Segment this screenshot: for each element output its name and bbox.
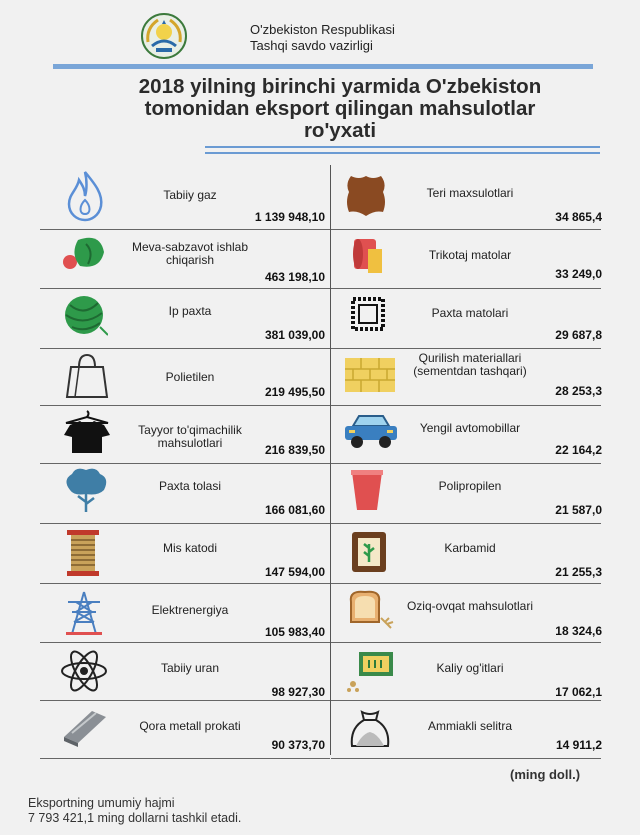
left-row-separator (40, 642, 330, 643)
item-label: Qurilish materiallari (sementdan tashqari) (413, 351, 527, 378)
item-label: Paxta tolasi (158, 479, 222, 493)
item-value: 219 495,50 (264, 385, 325, 399)
ministry-name (250, 22, 510, 54)
item-label: Polietilen (165, 370, 215, 384)
item-label: Ip paxta (168, 304, 212, 318)
item-value: 90 373,70 (271, 738, 325, 752)
gas-flame-icon (65, 170, 105, 222)
left-row-separator (40, 523, 330, 524)
item-label: Teri maxsulotlari (426, 186, 514, 200)
leather-hide-icon (343, 172, 389, 220)
left-row-separator (40, 348, 330, 349)
title-underline-2 (205, 152, 600, 154)
item-value: 166 081,60 (264, 503, 325, 517)
fertilizer-box-icon (350, 530, 388, 574)
power-tower-icon (64, 590, 104, 636)
title-line-3: ro'yxati (303, 119, 377, 142)
item-value: 105 983,40 (264, 625, 325, 639)
car-icon (343, 412, 399, 450)
right-row-separator (331, 229, 601, 230)
brick-wall-icon (345, 358, 395, 392)
item-value: 18 324,6 (555, 624, 602, 638)
title-line-2: tomonidan eksport qilingan mahsulotlar (144, 97, 536, 120)
item-value: 21 255,3 (555, 565, 602, 579)
item-label: Tabiiy gaz (163, 188, 217, 202)
unit-note: (ming doll.) (510, 767, 581, 782)
shirt-on-hanger-icon (62, 409, 112, 455)
ministry-line-1: O'zbekiston Respublikasi (250, 22, 395, 37)
state-emblem-icon (140, 12, 188, 60)
left-row-separator (40, 758, 330, 759)
total-line-1: Eksportning umumiy hajmi (28, 796, 175, 810)
item-label: Trikotaj matolar (428, 248, 512, 262)
item-value: 463 198,10 (264, 270, 325, 284)
item-value: 216 839,50 (264, 443, 325, 457)
item-value: 34 865,4 (555, 210, 602, 224)
right-row-separator (331, 405, 601, 406)
right-row-separator (331, 463, 601, 464)
header-divider (53, 64, 593, 69)
total-line-2: 7 793 421,1 ming dollarni tashkil etadi. (28, 811, 242, 825)
item-value: 22 164,2 (555, 443, 602, 457)
left-row-separator (40, 288, 330, 289)
item-value: 28 253,3 (555, 384, 602, 398)
item-label: Tayyor to'qimachilik mahsulotlari (138, 423, 242, 450)
item-label: Oziq-ovqat mahsulotlari (406, 599, 534, 613)
fabric-roll-icon (348, 235, 384, 275)
item-label: Ammiakli selitra (427, 719, 512, 733)
potash-sign-icon (345, 650, 395, 694)
item-label: Tabiiy uran (160, 661, 220, 675)
title-underline-1 (205, 146, 600, 148)
item-label: Elektrenergiya (151, 603, 229, 617)
item-value: 147 594,00 (264, 565, 325, 579)
fabric-square-icon (349, 295, 387, 333)
plastic-cup-icon (350, 468, 384, 512)
item-label: Paxta matolari (431, 306, 509, 320)
left-row-separator (40, 229, 330, 230)
item-value: 17 062,1 (555, 685, 602, 699)
bread-icon (345, 588, 395, 632)
atom-icon (60, 648, 108, 694)
left-row-separator (40, 583, 330, 584)
item-label: Kaliy og'itlari (436, 661, 504, 675)
plastic-bag-icon (65, 353, 109, 399)
title-line-1: 2018 yilning birinchi yarmida O'zbekiston (138, 75, 542, 98)
sack-icon (348, 706, 392, 750)
left-row-separator (40, 463, 330, 464)
ministry-line-2: Tashqi savdo vazirligi (250, 38, 373, 53)
item-value: 29 687,8 (555, 328, 602, 342)
left-row-separator (40, 405, 330, 406)
total-export-note (28, 796, 241, 826)
item-value: 14 911,2 (555, 738, 602, 752)
item-value: 21 587,0 (555, 503, 602, 517)
right-row-separator (331, 642, 601, 643)
column-divider (330, 165, 331, 755)
item-value: 1 139 948,10 (254, 210, 325, 224)
right-row-separator (331, 523, 601, 524)
right-row-separator (331, 348, 601, 349)
item-label: Polipropilen (438, 479, 502, 493)
left-row-separator (40, 700, 330, 701)
yarn-ball-icon (62, 293, 108, 337)
right-row-separator (331, 758, 601, 759)
item-label: Mis katodi (162, 541, 218, 555)
item-value: 98 927,30 (271, 685, 325, 699)
item-label: Meva-sabzavot ishlab chiqarish (131, 240, 249, 267)
item-label: Karbamid (444, 541, 496, 555)
right-row-separator (331, 288, 601, 289)
item-value: 381 039,00 (264, 328, 325, 342)
right-row-separator (331, 583, 601, 584)
metal-rail-icon (62, 707, 108, 747)
item-value: 33 249,0 (555, 267, 602, 281)
page-title (60, 76, 620, 142)
item-label: Qora metall prokati (139, 719, 241, 733)
copper-spool-icon (65, 528, 101, 578)
cotton-plant-icon (62, 466, 110, 514)
right-row-separator (331, 700, 601, 701)
item-label: Yengil avtomobillar (419, 421, 521, 435)
vegetables-icon (60, 232, 112, 274)
